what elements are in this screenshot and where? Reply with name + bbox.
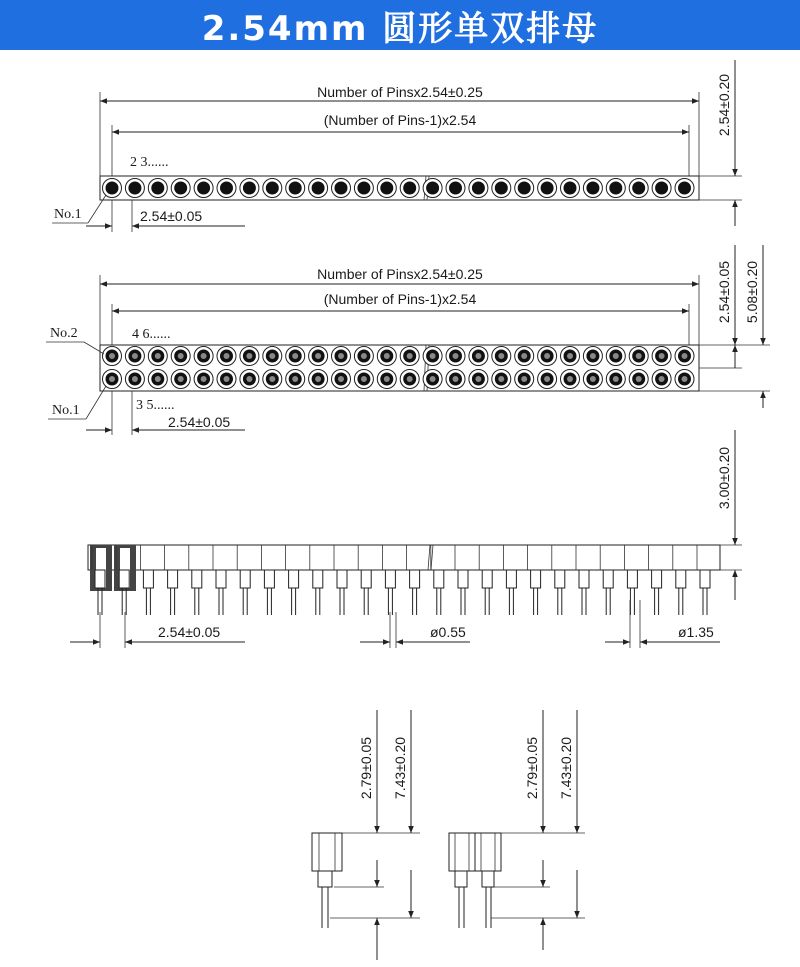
- pin-center: [178, 353, 184, 359]
- pin-center: [155, 376, 161, 382]
- pin-center: [315, 376, 321, 382]
- pin-center: [636, 353, 642, 359]
- pin-sleeve: [652, 570, 662, 588]
- pin-center: [636, 376, 642, 382]
- pin-center: [613, 353, 619, 359]
- pin-center: [384, 353, 390, 359]
- pin-center: [475, 376, 481, 382]
- pin-center: [544, 376, 550, 382]
- double-pitch-span: (Number of Pins-1)x2.54: [323, 291, 477, 307]
- pin-sleeve: [95, 570, 105, 588]
- pin-sleeve: [240, 570, 250, 588]
- pin-sleeve: [531, 570, 541, 588]
- pin-center: [109, 353, 115, 359]
- pin-center: [269, 353, 275, 359]
- detail1-dim-b: 7.43±0.20: [392, 736, 408, 800]
- double-row-pitch: 2.54±0.05: [716, 260, 732, 324]
- pin-center: [407, 376, 413, 382]
- pin-sleeve: [627, 570, 637, 588]
- pin-sleeve: [313, 570, 323, 588]
- side-contact-diameter: ø1.35: [678, 624, 714, 640]
- pin-center: [475, 353, 481, 359]
- pin-center: [246, 376, 252, 382]
- pin-hole: [335, 182, 348, 195]
- side-view: [70, 430, 742, 648]
- pin-sleeve: [168, 570, 178, 588]
- pin-sleeve: [264, 570, 274, 588]
- pin-center: [407, 353, 413, 359]
- pin-center: [453, 376, 459, 382]
- detail2-dim-a: 2.79±0.05: [524, 736, 540, 800]
- pin-center: [613, 376, 619, 382]
- pin-center: [246, 353, 252, 359]
- pin-hole: [678, 182, 691, 195]
- single-overall-length: Number of Pinsx2.54±0.25: [317, 84, 483, 100]
- pin-center: [498, 353, 504, 359]
- pin-center: [361, 353, 367, 359]
- double-row-pins: [103, 347, 695, 389]
- pin-sleeve: [289, 570, 299, 588]
- single-pitch: 2.54±0.05: [140, 208, 203, 224]
- single-pitch-span: (Number of Pins-1)x2.54: [323, 112, 477, 128]
- pin-hole: [220, 182, 233, 195]
- pin-center: [361, 376, 367, 382]
- pin-center: [682, 353, 688, 359]
- pin-center: [590, 353, 596, 359]
- pin-center: [430, 353, 436, 359]
- pin-sleeve: [555, 570, 565, 588]
- pin-hole: [495, 182, 508, 195]
- pin-hole: [609, 182, 622, 195]
- pin-sleeve: [482, 570, 492, 588]
- pin-hole: [655, 182, 668, 195]
- pin-center: [498, 376, 504, 382]
- pin-center: [590, 376, 596, 382]
- pin-sleeve: [458, 570, 468, 588]
- pin-center: [201, 376, 207, 382]
- pin-center: [384, 376, 390, 382]
- pin-sleeve: [143, 570, 153, 588]
- pin-hole: [289, 182, 302, 195]
- pin-center: [155, 353, 161, 359]
- detail2-dim-b: 7.43±0.20: [558, 736, 574, 800]
- pin-sleeve: [676, 570, 686, 588]
- pin-center: [659, 353, 665, 359]
- pin-sleeve: [506, 570, 516, 588]
- pin-center: [315, 353, 321, 359]
- double-pin2-label: No.2: [50, 326, 78, 341]
- pin-hole: [128, 182, 141, 195]
- side-pins: [92, 545, 710, 615]
- pin-hole: [632, 182, 645, 195]
- pin-center: [132, 353, 138, 359]
- double-odd-pins: 3 5......: [136, 398, 175, 413]
- pin-sleeve: [700, 570, 710, 588]
- double-pitch: 2.54±0.05: [168, 414, 231, 430]
- pin-center: [109, 376, 115, 382]
- single-pin1-label: No.1: [54, 207, 82, 222]
- pin-center: [224, 376, 230, 382]
- pin-sleeve: [361, 570, 371, 588]
- detail1-dim-a: 2.79±0.05: [358, 736, 374, 800]
- pin-sleeve: [385, 570, 395, 588]
- side-pitch: 2.54±0.05: [158, 624, 221, 640]
- double-width: 5.08±0.20: [744, 260, 760, 324]
- pin-hole: [174, 182, 187, 195]
- pin-hole: [151, 182, 164, 195]
- detail-view-1: [312, 710, 420, 960]
- single-height: 2.54±0.20: [716, 73, 732, 137]
- pin-center: [178, 376, 184, 382]
- pin-hole: [380, 182, 393, 195]
- pin-hole: [518, 182, 531, 195]
- side-pin-diameter: ø0.55: [430, 624, 466, 640]
- pin-center: [659, 376, 665, 382]
- pin-center: [567, 353, 573, 359]
- single-pin-numbers: 2 3......: [130, 155, 169, 170]
- pin-sleeve: [434, 570, 444, 588]
- side-body-height: 3.00±0.20: [716, 446, 732, 510]
- pin-hole: [312, 182, 325, 195]
- pin-sleeve: [216, 570, 226, 588]
- double-pin1-label: No.1: [52, 403, 80, 418]
- pin-hole: [403, 182, 416, 195]
- pin-center: [682, 376, 688, 382]
- pin-hole: [541, 182, 554, 195]
- pin-center: [132, 376, 138, 382]
- pin-center: [453, 353, 459, 359]
- pin-hole: [266, 182, 279, 195]
- page-title: 2.54mm 圆形单双排母: [201, 8, 599, 49]
- pin-sleeve: [192, 570, 202, 588]
- pin-sleeve: [603, 570, 613, 588]
- pin-hole: [357, 182, 370, 195]
- pin-center: [292, 376, 298, 382]
- pin-sleeve: [337, 570, 347, 588]
- detail-view-2: [449, 710, 585, 950]
- pin-sleeve: [579, 570, 589, 588]
- pin-center: [521, 376, 527, 382]
- pin-hole: [197, 182, 210, 195]
- pin-center: [430, 376, 436, 382]
- pin-center: [338, 353, 344, 359]
- pin-sleeve: [119, 570, 129, 588]
- pin-center: [292, 353, 298, 359]
- pin-center: [567, 376, 573, 382]
- pin-center: [269, 376, 275, 382]
- pin-hole: [449, 182, 462, 195]
- pin-center: [544, 353, 550, 359]
- double-row-view: [46, 245, 770, 435]
- pin-hole: [586, 182, 599, 195]
- pin-center: [521, 353, 527, 359]
- pin-sleeve: [410, 570, 420, 588]
- pin-hole: [106, 182, 119, 195]
- pin-center: [338, 376, 344, 382]
- pin-hole: [472, 182, 485, 195]
- single-row-pins: [103, 179, 695, 198]
- single-row-view: [52, 60, 742, 232]
- double-even-pins: 4 6......: [132, 327, 171, 342]
- pin-center: [201, 353, 207, 359]
- pin-hole: [564, 182, 577, 195]
- double-overall-length: Number of Pinsx2.54±0.25: [317, 266, 483, 282]
- pin-hole: [243, 182, 256, 195]
- pin-hole: [426, 182, 439, 195]
- side-body: [88, 545, 720, 570]
- pin-center: [224, 353, 230, 359]
